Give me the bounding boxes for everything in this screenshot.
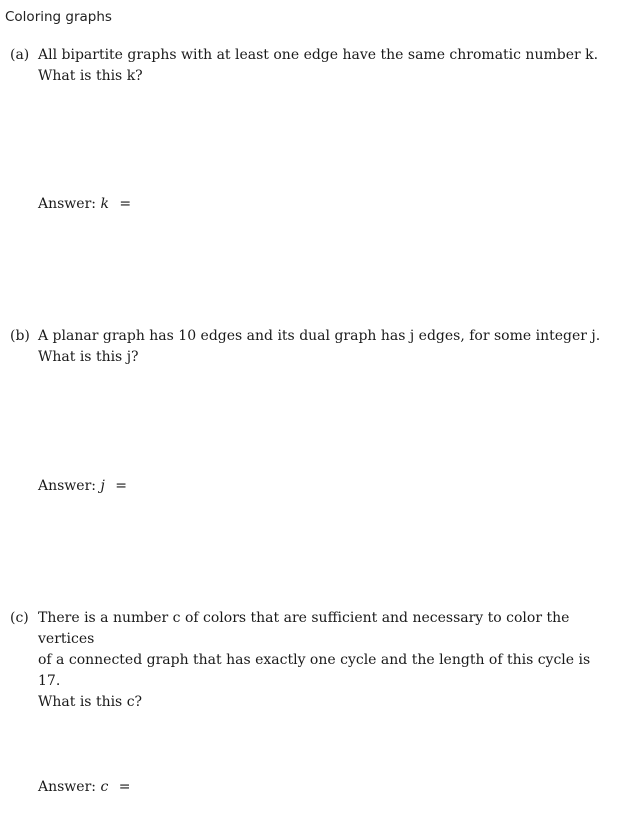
question-line: What is this c? xyxy=(38,694,143,710)
question-label: (b) xyxy=(10,328,30,344)
question-line: All bipartite graphs with at least one edge have the same chromatic number k. xyxy=(38,47,599,63)
page-title: Coloring graphs xyxy=(5,9,112,25)
answer-b xyxy=(38,478,127,494)
answer-prefix: Answer: xyxy=(38,196,96,212)
question-label: (c) xyxy=(10,610,29,626)
answer-equals: = xyxy=(119,196,132,212)
question-line: What is this j? xyxy=(38,349,139,365)
answer-equals: = xyxy=(118,779,131,795)
answer-prefix: Answer: xyxy=(38,779,96,795)
answer-variable: j xyxy=(100,478,105,494)
answer-variable: k xyxy=(100,196,109,212)
answer-equals: = xyxy=(115,478,127,494)
answer-a xyxy=(38,196,131,212)
question-a xyxy=(10,45,610,87)
question-line: There is a number c of colors that are sufficient and necessary to color the vertices xyxy=(38,610,570,647)
question-line: A planar graph has 10 edges and its dual graph has j edges, for some integer j. xyxy=(38,328,601,344)
question-c xyxy=(10,608,610,713)
answer-prefix: Answer: xyxy=(38,478,96,494)
question-line: of a connected graph that has exactly one cycle and the length of this cycle is 17. xyxy=(38,652,591,689)
answer-variable: c xyxy=(100,779,109,795)
question-label: (a) xyxy=(10,47,30,63)
answer-c xyxy=(38,779,130,795)
question-line: What is this k? xyxy=(38,68,143,84)
question-b xyxy=(10,326,610,368)
